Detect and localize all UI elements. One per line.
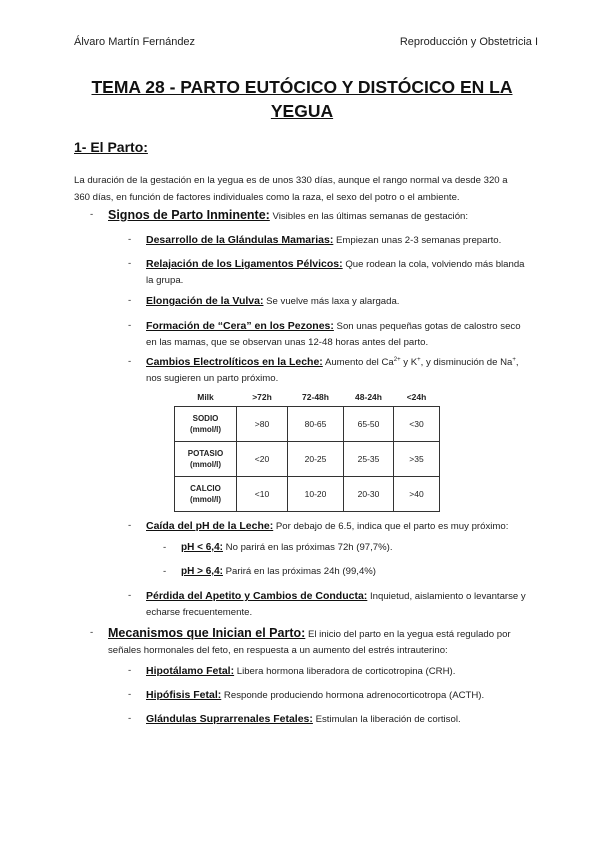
table-cell: 65-50 <box>344 407 394 442</box>
list-item-ligamentos <box>128 256 526 289</box>
item-text: , y disminución de Na <box>420 357 513 368</box>
list-item-apetito <box>128 588 526 621</box>
table-header-cell: >72h <box>252 392 272 402</box>
item-text: Empiezan unas 2-3 semanas preparto. <box>333 235 502 246</box>
bullet-dash: - <box>128 356 132 367</box>
bullet-dash: - <box>128 590 132 601</box>
table-cell: 20-30 <box>344 477 394 512</box>
bullet-dash: - <box>90 627 94 638</box>
item-text: Son unas pequeñas gotas de calostro seco en las mamas, que se observan unas 12-48 horas antes del parto. <box>146 321 521 348</box>
item-term: Elongación de la Vulva: <box>146 295 264 307</box>
item-text: Por debajo de 6.5, indica que el parto es muy próximo: <box>273 521 509 532</box>
bullet-dash: - <box>128 520 132 531</box>
list-item-electroliticos <box>128 354 526 387</box>
header-author: Álvaro Martín Fernández <box>74 36 196 48</box>
list-item-signos <box>90 207 528 225</box>
table-cell: 25-35 <box>344 442 394 477</box>
item-term: Signos de Parto Inminente: <box>108 208 270 222</box>
table-cell: 10-20 <box>288 477 344 512</box>
superscript: 2+ <box>393 357 401 363</box>
superscript: + <box>512 357 516 363</box>
item-term: Hipófisis Fetal: <box>146 689 222 701</box>
row-name: SODIO <box>192 414 219 423</box>
bullet-dash: - <box>128 665 132 676</box>
item-term: Glándulas Suprarrenales Fetales: <box>146 713 313 725</box>
table-header-cell: Milk <box>197 392 214 402</box>
superscript: + <box>417 357 421 363</box>
list-item-mamarias <box>128 232 526 249</box>
table-cell: <10 <box>237 477 288 512</box>
row-header-cell <box>175 407 237 442</box>
list-item-ph <box>128 518 536 535</box>
bullet-dash: - <box>128 295 132 306</box>
bullet-dash: - <box>163 542 167 553</box>
list-item-hipofisis <box>128 687 526 704</box>
table-cell: 20-25 <box>288 442 344 477</box>
item-term: Mecanismos que Inician el Parto: <box>108 626 306 640</box>
list-item-mecanismos <box>90 625 528 659</box>
bullet-dash: - <box>128 713 132 724</box>
item-text: y K <box>400 357 418 368</box>
row-name: POTASIO <box>187 449 224 458</box>
table-header-cell: 72-48h <box>302 392 329 402</box>
item-text: Visibles en las últimas semanas de gestación: <box>269 211 469 222</box>
table-header-cell: <24h <box>406 392 427 402</box>
row-unit: (mmol/l) <box>189 495 222 504</box>
item-text: Libera hormona liberadora de corticotropina (CRH). <box>234 666 456 677</box>
milk-electrolyte-table <box>174 388 440 512</box>
item-text: No parirá en las próximas 72h (97,7%). <box>222 542 393 553</box>
item-text: , nos sugieren un parto próximo. <box>146 357 519 384</box>
table-header-row <box>175 388 440 407</box>
table-cell: <20 <box>237 442 288 477</box>
row-unit: (mmol/l) <box>189 425 222 434</box>
item-text: Parirá en las próximas 24h (99,4%) <box>222 566 377 577</box>
table-header-cell: 48-24h <box>355 392 382 402</box>
list-item-vulva <box>128 293 526 310</box>
table-cell: >40 <box>394 477 440 512</box>
bullet-dash: - <box>128 320 132 331</box>
item-term: pH < 6,4: <box>181 542 223 553</box>
list-item-hipotalamo <box>128 663 526 680</box>
bullet-dash: - <box>128 689 132 700</box>
bullet-dash: - <box>128 258 132 269</box>
item-term: Pérdida del Apetito y Cambios de Conducta: <box>146 590 368 602</box>
list-item-suprarrenales <box>128 711 526 728</box>
table-row <box>175 407 440 442</box>
bullet-dash: - <box>163 566 167 577</box>
table-cell: >80 <box>237 407 288 442</box>
table-row <box>175 442 440 477</box>
item-text: Estimulan la liberación de cortisol. <box>312 714 461 725</box>
item-term: pH > 6,4: <box>181 566 223 577</box>
item-text: Que rodean la cola, volviendo más blanda la grupa. <box>146 259 525 286</box>
item-text: Aumento del Ca <box>322 357 394 368</box>
bullet-dash: - <box>90 209 94 220</box>
document-title: TEMA 28 - PARTO EUTÓCICO Y DISTÓCICO EN LA YEGUA <box>91 77 513 121</box>
item-term: Hipotálamo Fetal: <box>146 665 235 677</box>
row-header-cell <box>175 442 237 477</box>
item-text: Se vuelve más laxa y alargada. <box>263 296 400 307</box>
bullet-dash: - <box>128 234 132 245</box>
item-term: Caída del pH de la Leche: <box>146 520 274 532</box>
item-term: Relajación de los Ligamentos Pélvicos: <box>146 258 343 270</box>
item-term: Formación de “Cera” en los Pezones: <box>146 320 334 332</box>
table-row <box>175 477 440 512</box>
table-cell: 80-65 <box>288 407 344 442</box>
list-item-cera <box>128 318 526 351</box>
item-term: Cambios Electrolíticos en la Leche: <box>146 356 323 368</box>
row-name: CALCIO <box>190 484 221 493</box>
section-heading: 1- El Parto: <box>74 139 148 155</box>
list-item-ph-high <box>163 564 521 580</box>
row-header-cell <box>175 477 237 512</box>
list-item-ph-low <box>163 540 521 556</box>
item-text: El inicio del parto en la yegua está regulado por señales hormonales del feto, en respuesta a un aumento del estrés intrauterino: <box>108 629 511 656</box>
intro-paragraph: La duración de la gestación en la yegua es de unos 330 días, aunque el rango normal va desde 320 a 360 días, en función de factores individuales como la raza, el sexo del potro o el ambiente. <box>74 175 508 203</box>
item-text: Responde produciendo hormona adrenocorticotropa (ACTH). <box>221 690 485 701</box>
item-text: Inquietud, aislamiento o levantarse y echarse frecuentemente. <box>146 591 526 618</box>
row-unit: (mmol/l) <box>189 460 222 469</box>
header-subject: Reproducción y Obstetricia I <box>399 36 538 48</box>
table-cell: <30 <box>394 407 440 442</box>
item-term: Desarrollo de la Glándulas Mamarias: <box>146 234 334 246</box>
table-cell: >35 <box>394 442 440 477</box>
